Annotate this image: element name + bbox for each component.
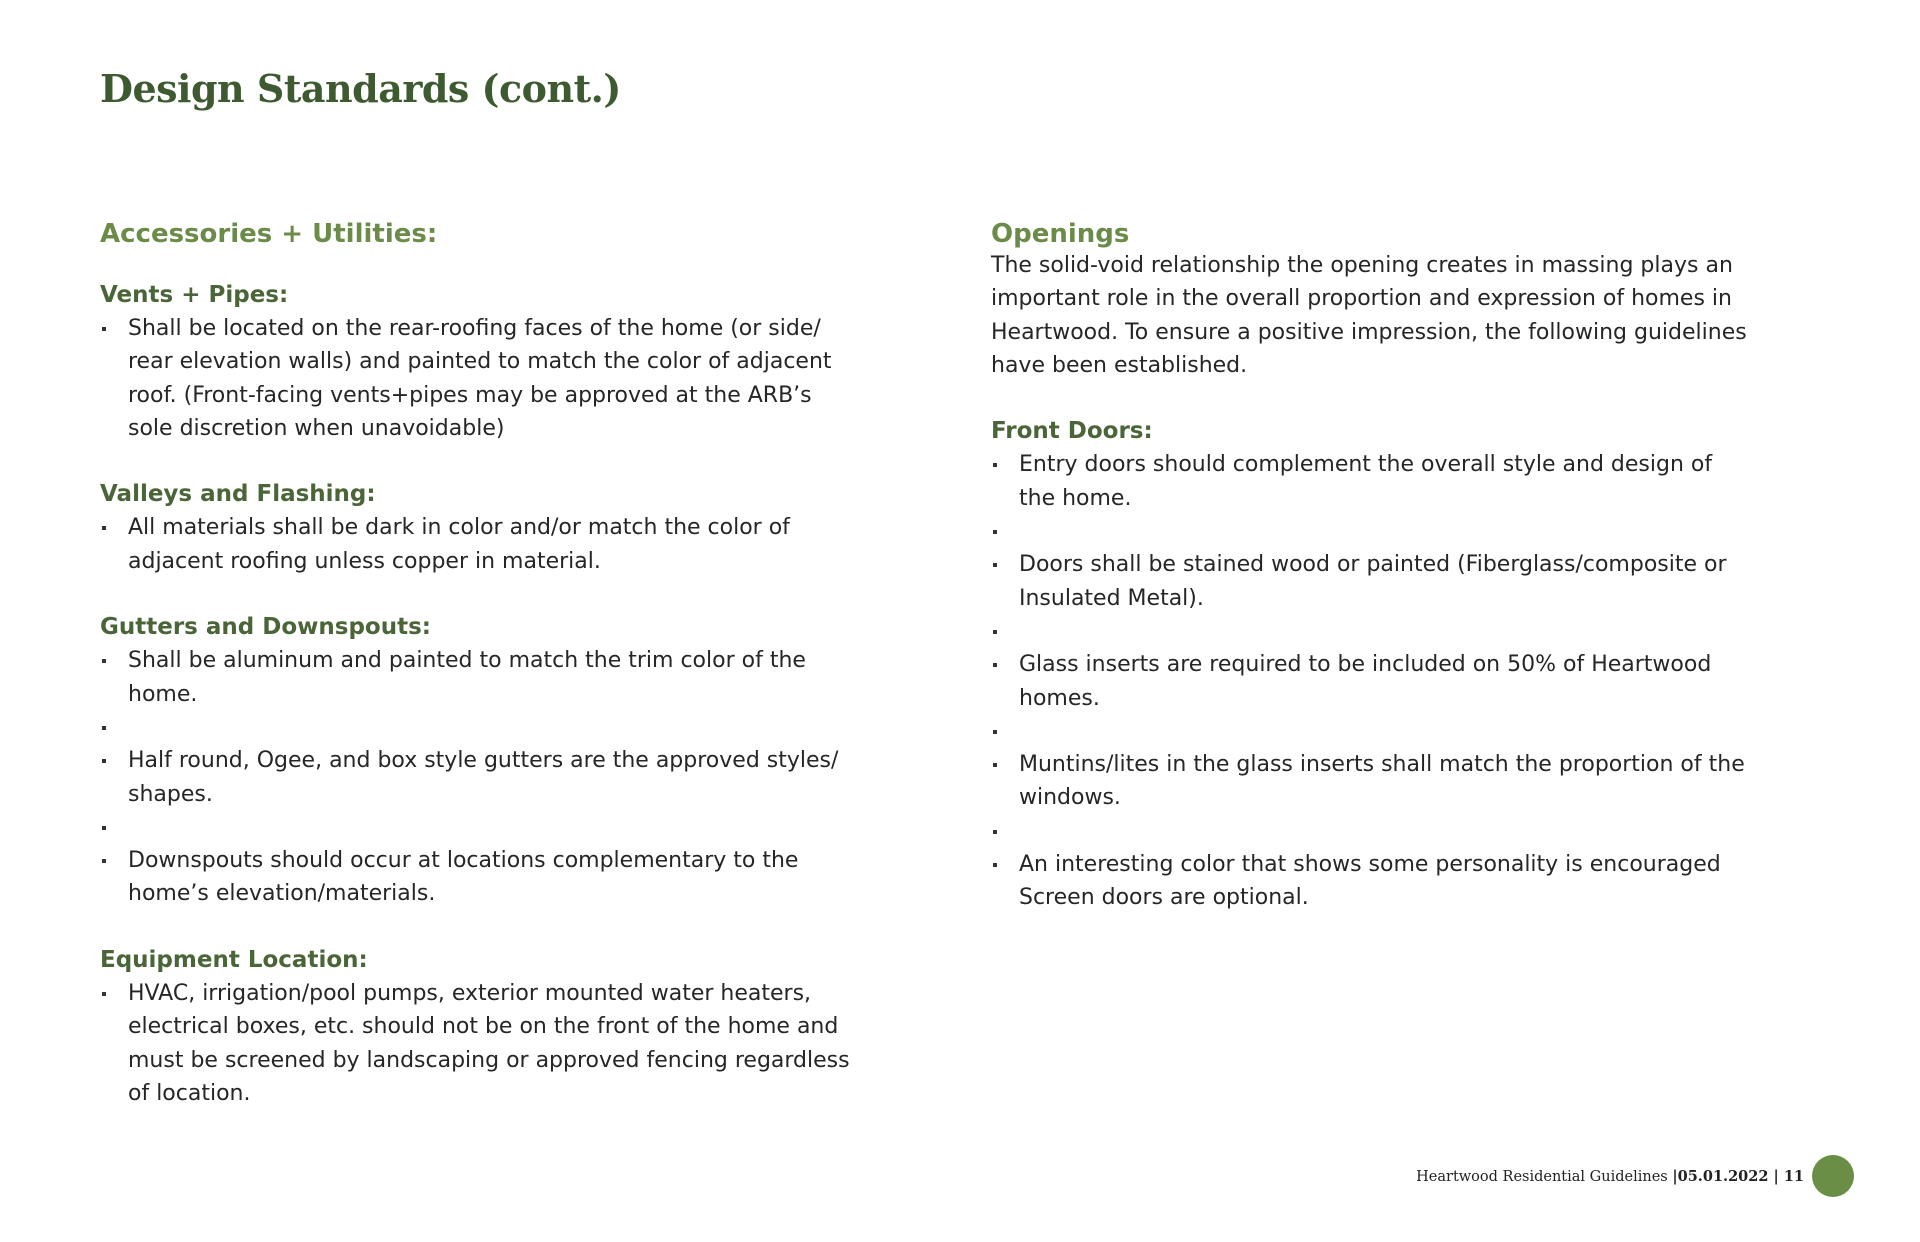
footer-doc-name: Heartwood Residential Guidelines bbox=[1416, 1168, 1673, 1185]
page-dot-icon bbox=[1812, 1155, 1854, 1197]
bullet-list-gutters-downspouts bbox=[100, 644, 860, 910]
page-footer bbox=[1416, 1155, 1854, 1197]
left-column bbox=[100, 213, 860, 1110]
right-column bbox=[991, 213, 1751, 915]
list-item: Shall be aluminum and painted to match the trim color of the home. bbox=[100, 644, 860, 711]
openings-intro-paragraph: The solid-void relationship the opening creates in massing plays an important role in the overall proportion and expression of homes in Heartwood. To ensure a positive impression, the following guidelines have been established. bbox=[991, 253, 1747, 378]
list-item: Half round, Ogee, and box style gutters are the approved styles/ shapes. bbox=[100, 744, 860, 811]
footer-page-number: 11 bbox=[1783, 1167, 1804, 1185]
bullet-list-equipment-location bbox=[100, 977, 860, 1110]
bullet-list-front-doors bbox=[991, 448, 1751, 914]
list-item: Muntins/lites in the glass inserts shall match the proportion of the windows. bbox=[991, 748, 1751, 815]
sub-heading-vents-pipes: Vents + Pipes: bbox=[100, 282, 289, 308]
footer-date: 05.01.2022 bbox=[1677, 1167, 1769, 1185]
list-item: Downspouts should occur at locations complementary to the home’s elevation/materials. bbox=[100, 844, 860, 911]
page-title: Design Standards (cont.) bbox=[100, 66, 621, 111]
list-item: Shall be located on the rear-roofing faces of the home (or side/ rear elevation walls) and painted to match the color of adjacent roof. (Front-facing vents+pipes may be approved at the ARB’s sole discretion when unavoidable) bbox=[100, 312, 860, 445]
list-item: Glass inserts are required to be included on 50% of Heartwood homes. bbox=[991, 648, 1751, 715]
list-item: HVAC, irrigation/pool pumps, exterior mounted water heaters, electrical boxes, etc. should not be on the front of the home and must be screened by landscaping or approved fencing regardless of location. bbox=[100, 977, 860, 1110]
section-heading-accessories: Accessories + Utilities: bbox=[100, 219, 438, 249]
bullet-list-vents-pipes bbox=[100, 312, 860, 445]
footer-separator: | bbox=[1768, 1167, 1784, 1185]
sub-heading-valleys-flashing: Valleys and Flashing: bbox=[100, 481, 376, 508]
footer-separator: | bbox=[1672, 1167, 1678, 1185]
list-item: Entry doors should complement the overall style and design of the home. bbox=[991, 448, 1751, 515]
bullet-list-valleys-flashing bbox=[100, 511, 860, 578]
sub-heading-gutters-downspouts: Gutters and Downspouts: bbox=[100, 614, 431, 641]
section-heading-openings: Openings bbox=[991, 219, 1130, 249]
list-item: All materials shall be dark in color and/or match the color of adjacent roofing unless copper in material. bbox=[100, 511, 860, 578]
list-item: An interesting color that shows some personality is encouraged Screen doors are optional. bbox=[991, 848, 1751, 915]
sub-heading-equipment-location: Equipment Location: bbox=[100, 947, 368, 974]
list-item: Doors shall be stained wood or painted (Fiberglass/composite or Insulated Metal). bbox=[991, 548, 1751, 615]
footer-text bbox=[1416, 1168, 1804, 1185]
sub-heading-front-doors: Front Doors: bbox=[991, 418, 1153, 445]
